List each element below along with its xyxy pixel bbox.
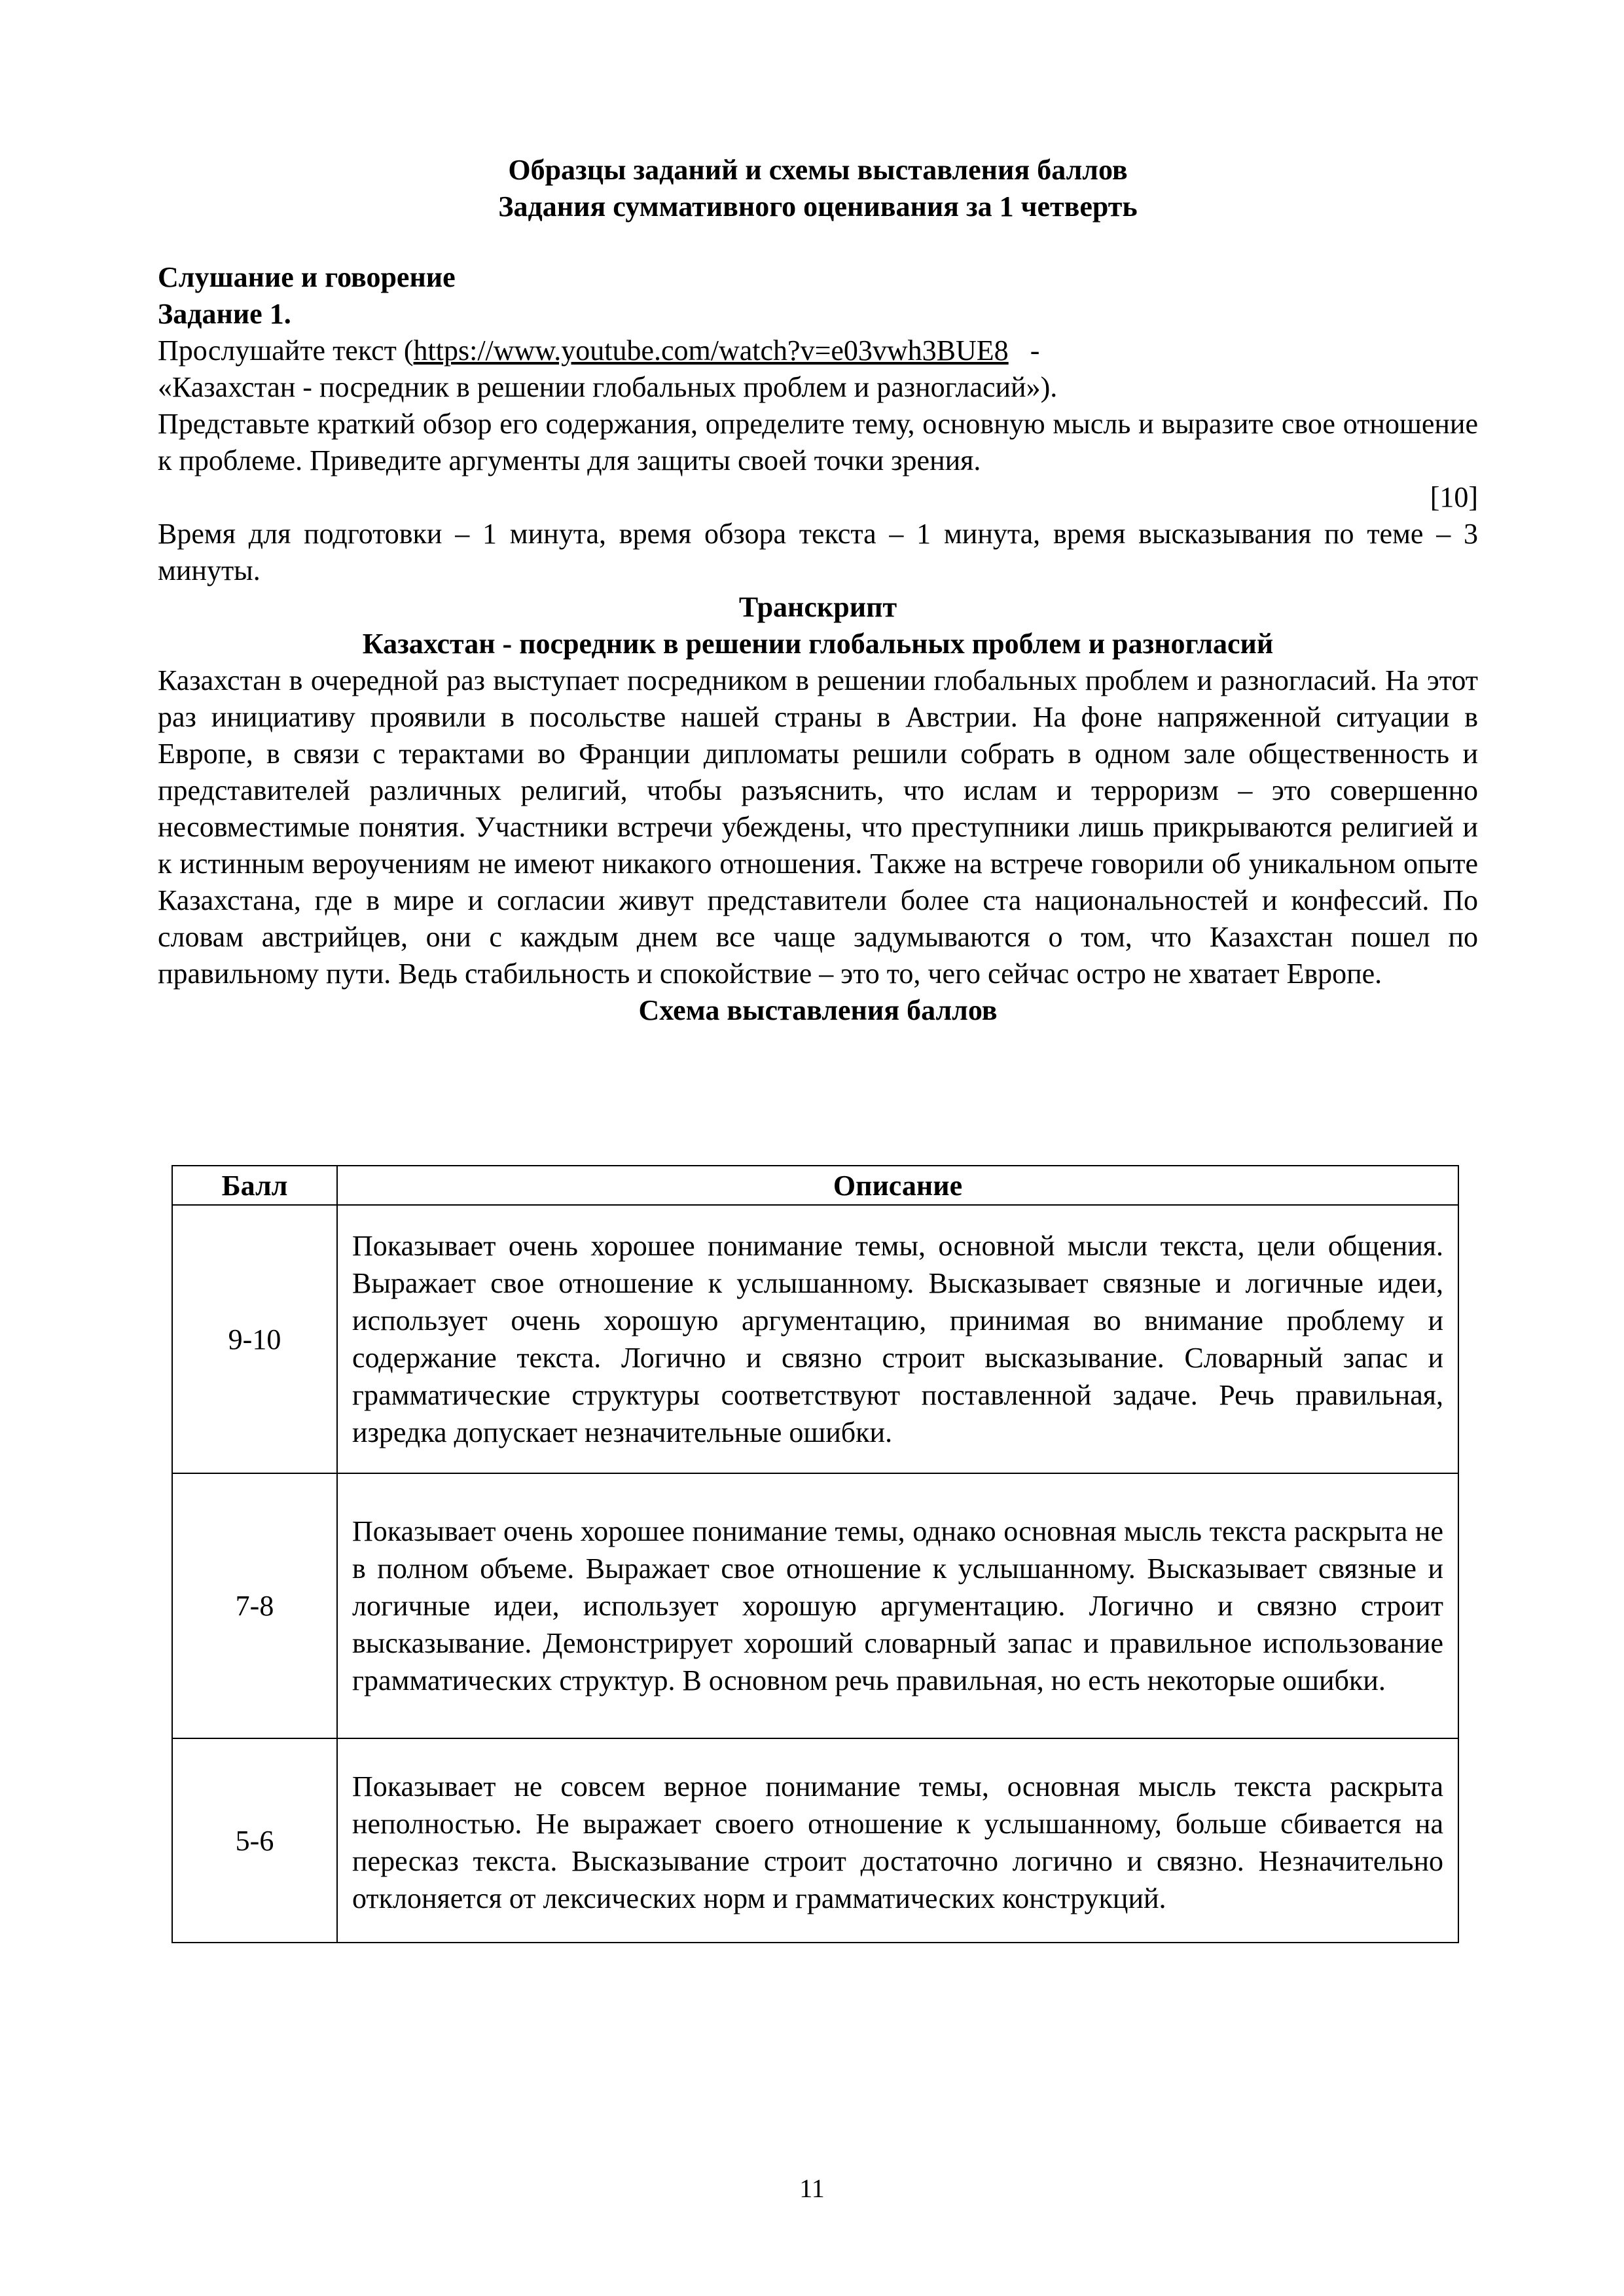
- row-score: 9-10: [172, 1205, 337, 1473]
- rubric-heading: Схема выставления баллов: [638, 994, 998, 1026]
- page-title-line2: Задания суммативного оценивания за 1 четверть: [498, 190, 1138, 223]
- column-header-description: Описание: [337, 1166, 1458, 1205]
- table-header-row: [172, 1166, 1458, 1205]
- column-header-score: Балл: [172, 1166, 337, 1205]
- task-label: Задание 1.: [158, 298, 291, 330]
- table-row: [172, 1205, 1458, 1473]
- row-score: 7-8: [172, 1473, 337, 1738]
- transcript-body: Казахстан в очередной раз выступает посредником в решении глобальных проблем и разногласий. На этот раз инициативу проявили в посольстве нашей страны в Австрии. На фоне напряженной ситуации в Европе, в связи с терактами во Франции дипломаты решили собрать в одном зале общественность и представителей различных религий, чтобы разъяснить, что ислам и терроризм – это совершенно несовместимые понятия. Участники встречи убеждены, что преступники лишь прикрываются религией и к истинным вероучениям не имеют никакого отношения. Также на встрече говорили об уникальном опыте Казахстана, где в мире и согласии живут представители более ста национальностей и конфессий. По словам австрийцев, они с каждым днем все чаще задумываются о том, что Казахстан пошел по правильному пути. Ведь стабильность и спокойствие – это то, чего сейчас остро не хватает Европе.: [158, 664, 1478, 990]
- rubric-table: [171, 1165, 1459, 1943]
- task-instruction-line1: [158, 332, 1478, 369]
- row-description: Показывает очень хорошее понимание темы, однако основная мысль текста раскрыта не в полном объеме. Выражает свое отношение к услышанному. Высказывает связные и логичные идеи, использует хорошую аргументацию. Логично и связно строит высказывание. Демонстрирует хороший словарный запас и правильное использование грамматических структур. В основном речь правильная, но есть некоторые ошибки.: [337, 1473, 1458, 1738]
- page-number: 11: [799, 2174, 825, 2203]
- video-link[interactable]: https://www.youtube.com/watch?v=e03vwh3BUE8: [413, 334, 1009, 367]
- section-heading: Слушание и говорение: [158, 261, 456, 293]
- row-score: 5-6: [172, 1738, 337, 1943]
- instruction-prefix: Прослушайте текст (: [158, 334, 414, 367]
- task-instruction-body: Представьте краткий обзор его содержания, определите тему, основную мысль и выразите свое отношение к проблеме. Приведите аргументы для защиты своей точки зрения.: [158, 408, 1478, 476]
- transcript-title: Казахстан - посредник в решении глобальных проблем и разногласий: [362, 628, 1274, 660]
- page-title-line1: Образцы заданий и схемы выставления баллов: [508, 154, 1128, 186]
- transcript-heading: Транскрипт: [738, 591, 897, 623]
- timing-text: Время для подготовки – 1 минута, время обзора текста – 1 минута, время высказывания по теме – 3 минуты.: [158, 518, 1478, 586]
- row-description: Показывает не совсем верное понимание темы, основная мысль текста раскрыта неполностью. Не выражает своего отношение к услышанному, больше сбивается на пересказ текста. Высказывание строит достаточно логично и связно. Незначительно отклоняется от лексических норм и грамматических конструкций.: [337, 1738, 1458, 1943]
- spacer: [158, 225, 1478, 259]
- row-description: Показывает очень хорошее понимание темы, основной мысли текста, цели общения. Выражает свое отношение к услышанному. Высказывает связные и логичные идеи, использует очень хорошую аргументацию, принимая во внимание проблему и содержание текста. Логично и связно строит высказывание. Словарный запас и грамматические структуры соответствуют поставленной задаче. Речь правильная, изредка допускает незначительные ошибки.: [337, 1205, 1458, 1473]
- document-page: [158, 152, 1478, 1029]
- table-row: [172, 1738, 1458, 1943]
- instruction-dash: -: [1008, 334, 1040, 367]
- table-row: [172, 1473, 1458, 1738]
- max-score: [10]: [1430, 481, 1478, 513]
- task-instruction-line2: «Казахстан - посредник в решении глобальных проблем и разногласий»).: [158, 371, 1058, 403]
